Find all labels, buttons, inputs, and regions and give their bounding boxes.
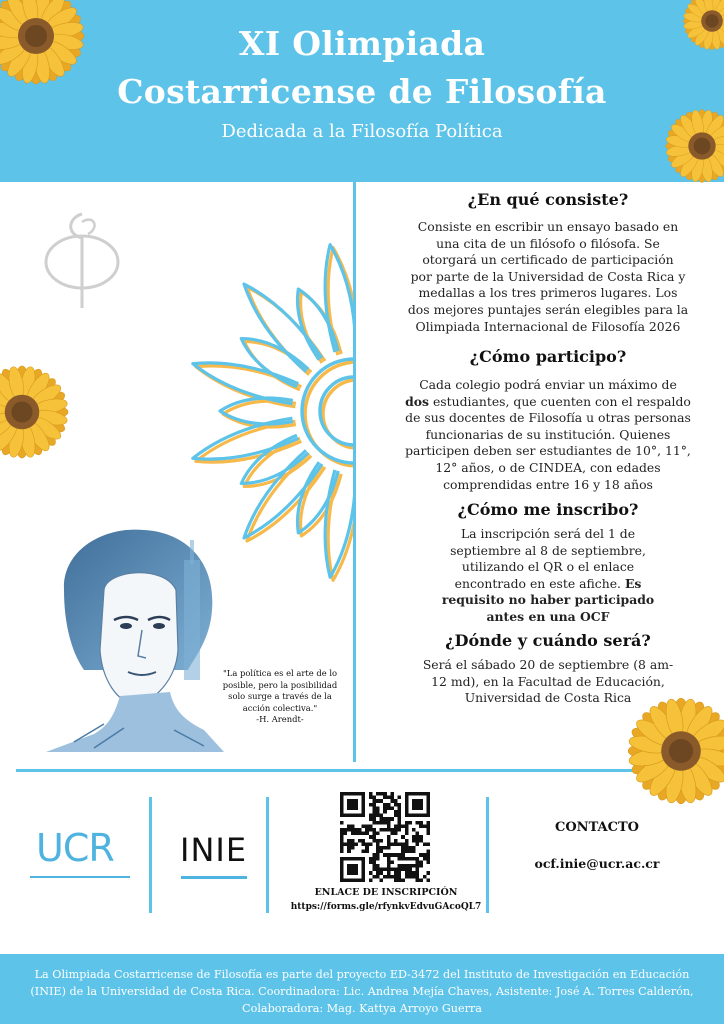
quote-line: posible, pero la posibilidad [222, 679, 338, 690]
sunflower-right-upper [664, 96, 724, 196]
subtitle: Dedicada a la Filosofía Política [221, 121, 503, 142]
section-title-how-register: ¿Cómo me inscribo? [457, 500, 639, 519]
body-line: La inscripción será del 1 de [460, 526, 636, 541]
body-line: medallas a los tres primeros lugares. Los [418, 285, 678, 301]
contact-heading: CONTACTO [555, 820, 639, 835]
contact-email-link[interactable]: ocf.inie@ucr.ac.cr [534, 856, 660, 871]
bold-text: Es [624, 575, 642, 591]
body-line: participen deben ser estudiantes de 10°, 11°, [405, 443, 691, 459]
body-line: Olimpiada Internacional de Filosofía 2026 [415, 318, 681, 334]
inie-logo-underline [181, 876, 247, 879]
body-line: dos mejores puntajes serán elegibles para la [407, 301, 689, 317]
quote-line: "La política es el arte de lo [222, 668, 338, 678]
body-line: 12° años, o de CINDEA, con edades [435, 459, 661, 475]
body-line: funcionarias de su institución. Quienes [425, 426, 671, 442]
footer-line: (INIE) de la Universidad de Costa Rica. Coordinadora: Lic. Andrea Mejía Chaves, Asistente: José A. Torres Calderón, [30, 985, 694, 998]
registration-label: ENLACE DE INSCRIPCIÓN [314, 887, 458, 898]
logo-divider [149, 797, 152, 913]
inie-logo: INIE [180, 831, 248, 869]
title-line-2: Costarricense de Filosofía [117, 72, 607, 111]
section-title-what: ¿En qué consiste? [467, 190, 629, 209]
body-line: comprendidas entre 16 y 18 años [443, 476, 653, 492]
bold-text: antes en una OCF [486, 608, 610, 624]
bold-text: dos [405, 393, 429, 409]
ucr-logo: UCR [36, 826, 114, 870]
body-text: encontrado en este afiche. [454, 575, 625, 591]
body-line: septiembre al 8 de septiembre, [450, 542, 646, 558]
body-line: de sus docentes de Filosofía u otras personas [405, 410, 691, 426]
hannah-arendt-portrait [44, 520, 224, 752]
body-line: Cada colegio podrá enviar un máximo de [419, 377, 677, 392]
body-text: estudiantes, que cuenten con el respaldo [429, 393, 691, 409]
quote-line: solo surge a través de la [228, 691, 332, 701]
body-line [410, 609, 686, 626]
logo-divider [266, 797, 269, 913]
body-line: utilizando el QR o el enlace [461, 559, 635, 575]
ucr-logo-underline [30, 876, 130, 878]
section-body-where-when [392, 657, 704, 707]
section-body-how-participate [372, 377, 724, 493]
arendt-quote [214, 668, 346, 726]
vertical-divider [353, 182, 356, 762]
footer-credits [18, 966, 706, 1017]
section-title-where-when: ¿Dónde y cuándo será? [445, 631, 651, 650]
body-line [410, 592, 686, 609]
footer-line: Colaboradora: Mag. Kattya Arroyo Guerra [242, 1002, 482, 1015]
sunflower-top-left [0, 0, 86, 86]
body-line [410, 576, 686, 593]
section-body-what [372, 219, 724, 335]
section-title-how-participate: ¿Cómo participo? [469, 347, 627, 366]
footer-line: La Olimpiada Costarricense de Filosofía es parte del proyecto ED-3472 del Instituto de Investigación en Educación [34, 968, 690, 981]
quote-author: -H. Arendt- [256, 714, 304, 724]
body-line: 12 md), en la Facultad de Educación, [431, 673, 665, 689]
body-line [372, 394, 724, 411]
body-line: otorgará un certificado de participación [422, 252, 674, 268]
phi-symbol-icon [38, 204, 128, 312]
body-line: Será el sábado 20 de septiembre (8 am- [422, 657, 674, 672]
quote-line: acción colectiva." [242, 702, 318, 713]
bold-text: requisito no haber participado [441, 592, 655, 608]
sunflower-top-right [682, 0, 724, 56]
horizontal-divider [16, 769, 632, 772]
body-line: una cita de un filósofo o filósofa. Se [436, 235, 660, 251]
body-line: por parte de la Universidad de Costa Rica y [410, 268, 686, 284]
sunflower-right-lower [626, 688, 724, 814]
title-line-1: XI Olimpiada [238, 24, 486, 63]
body-line: Universidad de Costa Rica [464, 690, 632, 706]
section-body-how-register [410, 526, 686, 626]
sunflower-left-middle [0, 352, 70, 472]
registration-qr-code[interactable] [340, 792, 430, 882]
body-line: Consiste en escribir un ensayo basado en [417, 219, 679, 234]
registration-link[interactable]: https://forms.gle/rfynkvEdvuGAcoQL7 [290, 902, 482, 912]
